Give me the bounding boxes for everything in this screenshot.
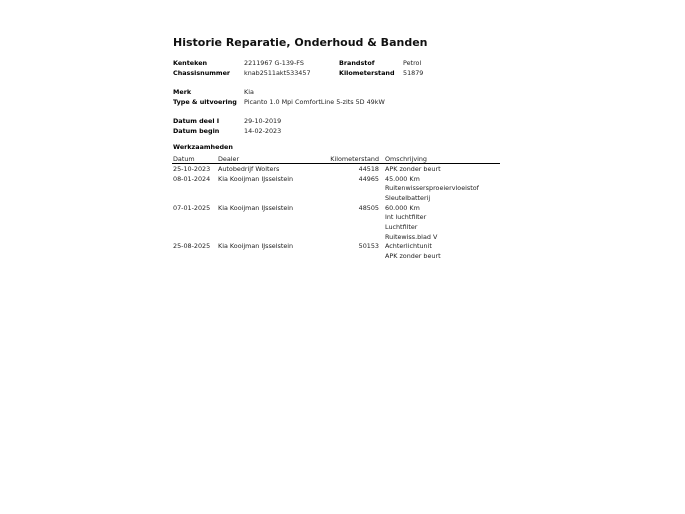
type-value: Picanto 1.0 Mpi ComfortLine 5-zits 5D 49kW: [244, 98, 385, 106]
row-datum: 25-08-2025: [173, 242, 211, 250]
row-omschrijving: 45.000 Km: [385, 175, 420, 183]
row-dealer: Kia Kooijman IJsselstein: [218, 242, 294, 250]
row-kilometerstand: 48505: [358, 204, 379, 212]
merk-label: Merk: [173, 88, 192, 96]
row-dealer: Kia Kooijman IJsselstein: [218, 175, 294, 183]
report-title: Historie Reparatie, Onderhoud & Banden: [173, 36, 428, 49]
row-omschrijving: Achterlichtunit: [385, 242, 432, 250]
column-header-datum: Datum: [173, 155, 195, 163]
table-header-divider: [172, 163, 500, 164]
row-kilometerstand: 44518: [358, 165, 379, 173]
kenteken-value: 2211967 G-139-FS: [244, 59, 304, 67]
row-omschrijving: Ruitenwissersproeiervloeistof: [385, 184, 479, 192]
row-datum: 25-10-2023: [173, 165, 211, 173]
row-kilometerstand: 50153: [358, 242, 379, 250]
brandstof-label: Brandstof: [339, 59, 375, 67]
brandstof-value: Petrol: [403, 59, 422, 67]
row-omschrijving: APK zonder beurt: [385, 252, 441, 260]
datum-deel-label: Datum deel I: [173, 117, 220, 125]
chassis-value: knab2511akt533457: [244, 69, 311, 77]
row-omschrijving: Ruitewiss.blad V: [385, 233, 438, 241]
merk-value: Kia: [244, 88, 254, 96]
row-omschrijving: Sleutelbatterij: [385, 194, 431, 202]
chassis-label: Chassisnummer: [173, 69, 231, 77]
row-dealer: Kia Kooijman IJsselstein: [218, 204, 294, 212]
row-kilometerstand: 44965: [358, 175, 379, 183]
datum-begin-label: Datum begin: [173, 127, 220, 135]
column-header-omschrijving: Omschrijving: [385, 155, 427, 163]
row-datum: 07-01-2025: [173, 204, 211, 212]
kilometerstand-value: 51879: [403, 69, 424, 77]
column-header-kilometerstand: Kilometerstand: [330, 155, 379, 163]
datum-deel-value: 29-10-2019: [244, 117, 282, 125]
type-label: Type & uitvoering: [173, 98, 237, 106]
datum-begin-value: 14-02-2023: [244, 127, 282, 135]
row-omschrijving: 60.000 Km: [385, 204, 420, 212]
werkzaamheden-heading: Werkzaamheden: [173, 143, 233, 151]
column-header-dealer: Dealer: [218, 155, 240, 163]
row-dealer: Autobedrijf Wolters: [218, 165, 280, 173]
row-datum: 08-01-2024: [173, 175, 211, 183]
kilometerstand-label: Kilometerstand: [339, 69, 395, 77]
row-omschrijving: Int luchtfilter: [385, 213, 427, 221]
kenteken-label: Kenteken: [173, 59, 208, 67]
row-omschrijving: Luchtfilter: [385, 223, 418, 231]
row-omschrijving: APK zonder beurt: [385, 165, 441, 173]
